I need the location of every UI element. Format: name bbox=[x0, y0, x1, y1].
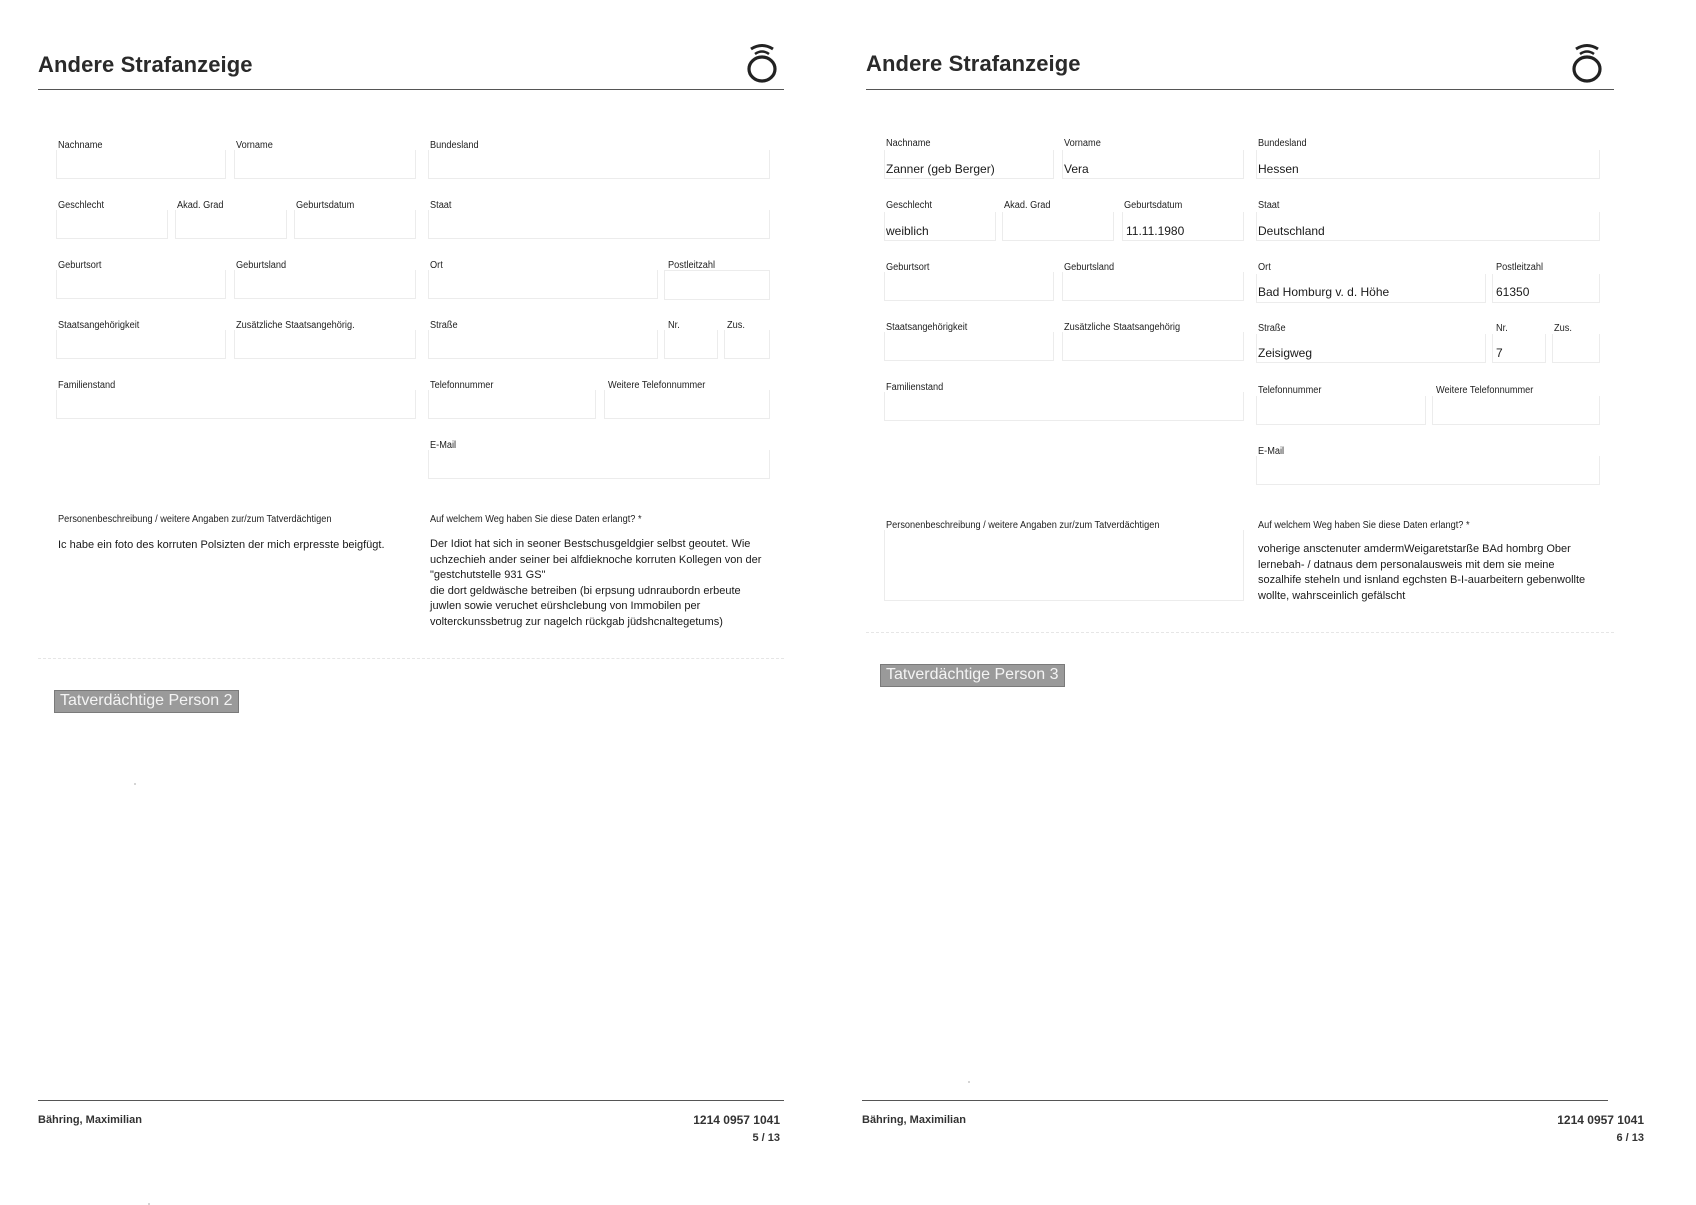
field-geschlecht[interactable]: weiblich bbox=[886, 224, 929, 238]
field-staat[interactable] bbox=[428, 210, 770, 239]
label-akad-grad: Akad. Grad bbox=[1004, 200, 1051, 211]
label-staat: Staat bbox=[430, 200, 452, 211]
field-bundesland-box bbox=[1256, 150, 1600, 179]
label-nachname: Nachname bbox=[886, 138, 931, 149]
form-page-6 bbox=[822, 0, 1652, 1199]
label-ort: Ort bbox=[430, 260, 443, 271]
field-ort[interactable]: Bad Homburg v. d. Höhe bbox=[1258, 285, 1390, 299]
field-email[interactable] bbox=[428, 450, 770, 479]
label-geburtsort: Geburtsort bbox=[886, 262, 930, 273]
field-postleitzahl[interactable]: 61350 bbox=[1496, 285, 1530, 299]
section-tag: Tatverdächtige Person 3 bbox=[880, 664, 1065, 687]
footer-author-name: Bähring, Maximilian bbox=[38, 1114, 142, 1126]
scan-speck bbox=[134, 783, 136, 785]
field-email[interactable] bbox=[1256, 456, 1600, 485]
field-geburtsland[interactable] bbox=[234, 270, 416, 299]
page-title: Andere Strafanzeige bbox=[866, 51, 1081, 76]
section-divider bbox=[866, 632, 1614, 633]
field-akad-grad[interactable] bbox=[175, 210, 287, 239]
field-geburtsdatum[interactable] bbox=[294, 210, 416, 239]
field-geburtsort[interactable] bbox=[884, 272, 1054, 301]
field-strasse[interactable] bbox=[428, 330, 658, 359]
footer-case-number: 1214 0957 1041 bbox=[1557, 1113, 1644, 1127]
field-familienstand[interactable] bbox=[56, 390, 416, 419]
field-geburtsdatum[interactable]: 11.11.1980 bbox=[1126, 224, 1185, 238]
field-bundesland[interactable] bbox=[428, 150, 770, 179]
label-strasse: Straße bbox=[1258, 323, 1286, 334]
field-vorname-box bbox=[1062, 150, 1244, 179]
field-staatsangehoerigkeit[interactable] bbox=[56, 330, 226, 359]
label-zus: Zus. bbox=[727, 320, 745, 331]
field-staat-box bbox=[1256, 212, 1600, 241]
field-zus[interactable] bbox=[724, 330, 770, 359]
field-strasse-box bbox=[1256, 334, 1486, 363]
field-personenbeschreibung[interactable] bbox=[884, 530, 1244, 601]
title-divider bbox=[866, 89, 1614, 90]
label-familienstand: Familienstand bbox=[58, 380, 116, 391]
label-vorname: Vorname bbox=[1064, 138, 1101, 149]
field-weitere-telefonnummer[interactable] bbox=[1432, 396, 1600, 425]
field-zus[interactable] bbox=[1552, 334, 1600, 363]
scan-speck bbox=[968, 1081, 970, 1083]
label-nachname: Nachname bbox=[58, 140, 103, 151]
label-zus: Zus. bbox=[1554, 323, 1572, 334]
field-zus-staatsangehoerigkeit[interactable] bbox=[234, 330, 416, 359]
field-bundesland[interactable]: Hessen bbox=[1258, 162, 1299, 176]
label-postleitzahl: Postleitzahl bbox=[1496, 262, 1544, 273]
label-geburtsdatum: Geburtsdatum bbox=[296, 200, 355, 211]
label-geburtsdatum: Geburtsdatum bbox=[1124, 200, 1183, 211]
field-ort[interactable] bbox=[428, 270, 658, 299]
field-postleitzahl[interactable] bbox=[664, 270, 770, 300]
footer-page-number: 6 / 13 bbox=[1616, 1132, 1644, 1144]
field-telefonnummer[interactable] bbox=[1256, 396, 1426, 425]
label-akad-grad: Akad. Grad bbox=[177, 200, 224, 211]
field-geschlecht[interactable] bbox=[56, 210, 168, 239]
field-geburtsdatum-box bbox=[1122, 212, 1244, 241]
label-personenbeschreibung: Personenbeschreibung / weitere Angaben zur/zum Tatverdächtigen bbox=[58, 514, 332, 525]
police-logo-icon bbox=[744, 40, 780, 84]
footer-divider bbox=[38, 1100, 784, 1101]
label-staatsangehoerigkeit: Staatsangehörigkeit bbox=[886, 322, 968, 333]
field-nachname[interactable]: Zanner (geb Berger) bbox=[886, 162, 995, 176]
label-zus-staatsangehoerigkeit: Zusätzliche Staatsangehörig. bbox=[236, 320, 355, 331]
field-akad-grad[interactable] bbox=[1002, 212, 1114, 241]
label-staat: Staat bbox=[1258, 200, 1280, 211]
field-postleitzahl-box bbox=[1492, 274, 1600, 303]
label-telefonnummer: Telefonnummer bbox=[430, 380, 494, 391]
label-email: E-Mail bbox=[430, 440, 457, 451]
label-geburtsland: Geburtsland bbox=[1064, 262, 1115, 273]
label-weitere-telefonnummer: Weitere Telefonnummer bbox=[608, 380, 706, 391]
label-geschlecht: Geschlecht bbox=[886, 200, 933, 211]
form-page-5 bbox=[0, 0, 790, 1199]
field-vorname[interactable] bbox=[234, 150, 416, 179]
label-geburtsland: Geburtsland bbox=[236, 260, 287, 271]
field-zus-staatsangehoerigkeit[interactable] bbox=[1062, 332, 1244, 361]
footer-page-number: 5 / 13 bbox=[752, 1132, 780, 1144]
field-personenbeschreibung[interactable]: Ic habe ein foto des korruten Polsizten der mich erpresste beigfügt. bbox=[58, 539, 385, 551]
field-staatsangehoerigkeit[interactable] bbox=[884, 332, 1054, 361]
label-ort: Ort bbox=[1258, 262, 1271, 273]
section-divider bbox=[38, 658, 784, 659]
label-geschlecht: Geschlecht bbox=[58, 200, 105, 211]
section-tag: Tatverdächtige Person 2 bbox=[54, 690, 239, 713]
footer-author-name: Bähring, Maximilian bbox=[862, 1114, 966, 1126]
field-daten-erlangt[interactable]: Der Idiot hat sich in seoner Bestschusgeldgier selbst geoutet. Wie uchzechieh ander seiner bei alfdieknoche korruten Kollegen von der "gestchutstelle 931 GS" die dort geldwäsche betreiben (bi erpsung udnraubordn erbeute juwlen sowie veruchet eürshclebung von Immobilen per volterckunssbetrug zur nagelch rückgab jüdshcnaltegetums) bbox=[430, 538, 762, 628]
page-title: Andere Strafanzeige bbox=[38, 52, 253, 77]
field-nr-box bbox=[1492, 334, 1546, 363]
label-strasse: Straße bbox=[430, 320, 458, 331]
label-personenbeschreibung: Personenbeschreibung / weitere Angaben zur/zum Tatverdächtigen bbox=[886, 520, 1160, 531]
label-bundesland: Bundesland bbox=[1258, 138, 1307, 149]
field-daten-erlangt[interactable]: voherige ansctenuter amdermWeigaretstarße BAd hombrg Ober lernebah- / datnaus dem personalausweis mit dem sie meine sozalhife steheln und isnland egchsten B-I-auarbeitern gebenwollte wollte, wahrsceinlich gefälscht bbox=[1258, 543, 1586, 602]
field-geschlecht-box bbox=[884, 212, 996, 241]
field-weitere-telefonnummer[interactable] bbox=[604, 390, 770, 419]
label-postleitzahl: Postleitzahl bbox=[668, 260, 716, 271]
field-ort-box bbox=[1256, 274, 1486, 303]
field-staat[interactable]: Deutschland bbox=[1258, 224, 1325, 238]
police-logo-icon bbox=[1569, 40, 1605, 84]
label-familienstand: Familienstand bbox=[886, 382, 944, 393]
label-telefonnummer: Telefonnummer bbox=[1258, 385, 1322, 396]
field-familienstand[interactable] bbox=[884, 392, 1244, 421]
label-geburtsort: Geburtsort bbox=[58, 260, 102, 271]
field-nr[interactable]: 7 bbox=[1496, 346, 1503, 360]
field-geburtsort[interactable] bbox=[56, 270, 226, 299]
label-zus-staatsangehoerigkeit: Zusätzliche Staatsangehörig bbox=[1064, 322, 1181, 333]
field-nachname[interactable] bbox=[56, 150, 226, 179]
label-staatsangehoerigkeit: Staatsangehörigkeit bbox=[58, 320, 140, 331]
field-strasse[interactable]: Zeisigweg bbox=[1258, 346, 1313, 360]
title-divider bbox=[38, 89, 784, 90]
label-daten-erlangt: Auf welchem Weg haben Sie diese Daten erlangt? * bbox=[430, 514, 642, 525]
label-daten-erlangt: Auf welchem Weg haben Sie diese Daten erlangt? * bbox=[1258, 520, 1470, 531]
field-nachname-box bbox=[884, 150, 1054, 179]
label-nr: Nr. bbox=[668, 320, 680, 331]
field-telefonnummer[interactable] bbox=[428, 390, 596, 419]
label-bundesland: Bundesland bbox=[430, 140, 479, 151]
label-weitere-telefonnummer: Weitere Telefonnummer bbox=[1436, 385, 1534, 396]
field-geburtsland[interactable] bbox=[1062, 272, 1244, 301]
label-vorname: Vorname bbox=[236, 140, 273, 151]
footer-case-number: 1214 0957 1041 bbox=[693, 1113, 780, 1127]
label-nr: Nr. bbox=[1496, 323, 1508, 334]
field-nr[interactable] bbox=[664, 330, 718, 359]
field-vorname[interactable]: Vera bbox=[1064, 162, 1089, 176]
label-email: E-Mail bbox=[1258, 446, 1285, 457]
footer-divider bbox=[862, 1100, 1608, 1101]
